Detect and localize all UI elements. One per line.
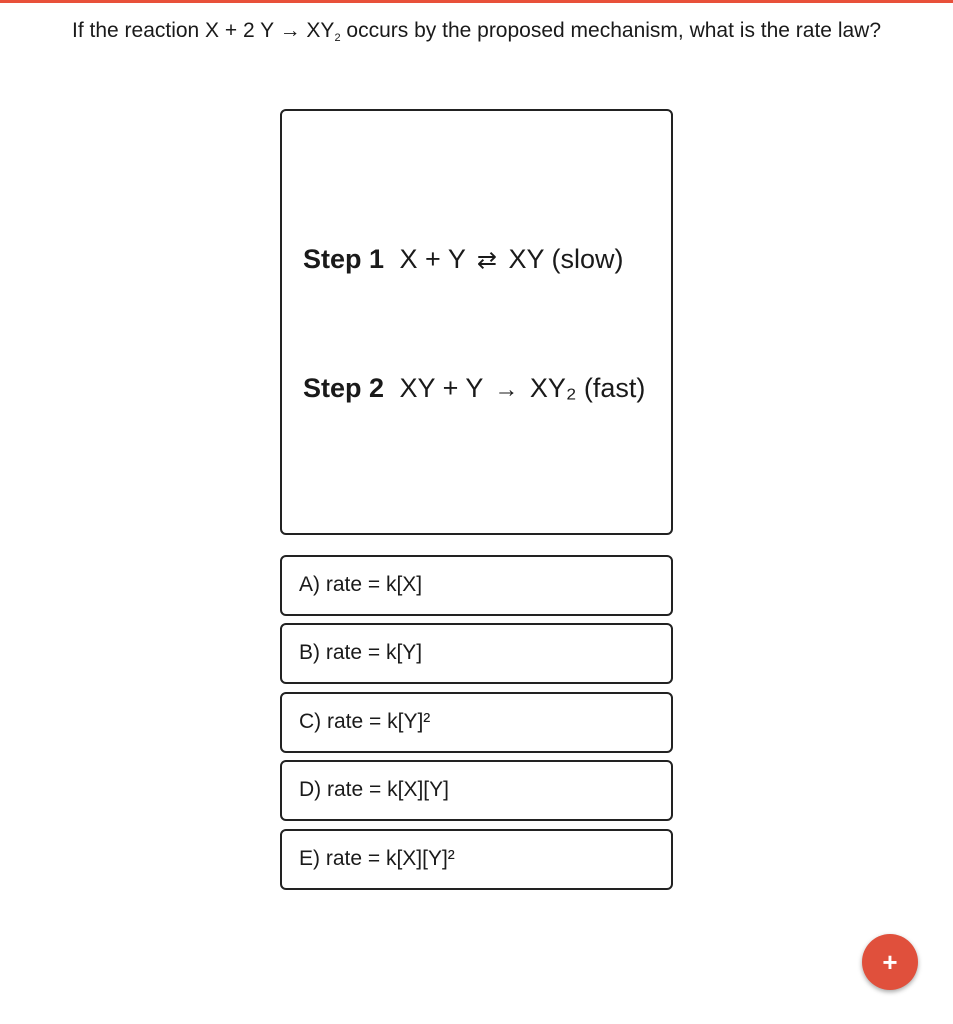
- mechanism-box: [280, 109, 673, 535]
- step-2-products: XY₂ (fast): [529, 373, 646, 403]
- answer-option-e[interactable]: [280, 829, 673, 890]
- answer-option-a-label: A) rate = k[X]: [299, 573, 423, 596]
- answer-option-a[interactable]: [280, 555, 673, 616]
- mechanism-step-2: [303, 373, 645, 404]
- add-button[interactable]: [862, 934, 918, 990]
- question-subscript: 2: [334, 32, 341, 44]
- step-1-products: XY (slow): [508, 244, 624, 274]
- answer-option-d[interactable]: [280, 760, 673, 821]
- answer-option-e-label: E) rate = k[X][Y]²: [299, 847, 455, 870]
- question-text-before: If the reaction X + 2 Y → XY: [71, 19, 335, 42]
- answer-option-c[interactable]: [280, 692, 673, 753]
- answer-option-b[interactable]: [280, 623, 673, 684]
- mechanism-step-1: [303, 244, 624, 275]
- answer-option-d-label: D) rate = k[X][Y]: [299, 778, 449, 801]
- question-text: [0, 14, 953, 51]
- step-1-reactants: X + Y: [399, 244, 466, 274]
- step-2-label: Step 2: [303, 373, 385, 403]
- answer-option-b-label: B) rate = k[Y]: [299, 641, 423, 664]
- equilibrium-arrow-icon: ⇄: [476, 247, 497, 274]
- question-text-after: occurs by the proposed mechanism, what is the rate law?: [340, 19, 882, 42]
- step-2-reactants: XY + Y: [399, 373, 483, 403]
- answer-option-c-label: C) rate = k[Y]²: [299, 710, 431, 733]
- top-accent-rule: [0, 0, 953, 3]
- plus-icon: +: [882, 947, 898, 977]
- step-1-label: Step 1: [303, 244, 385, 274]
- reaction-arrow-icon: →: [494, 376, 519, 403]
